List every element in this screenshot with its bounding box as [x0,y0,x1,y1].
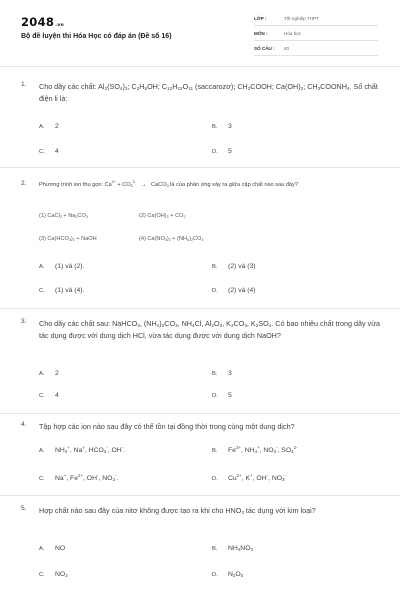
question-text: Cho dãy các chất sau: NaHCO$_3$, $(NH_4)_2CO_3$, $NH_4Cl$, $Al_2O_3$, $K_2CO_3$, $K_2SO_4$. Có bao nhiêu chất trong dãy vừa tác dụng được với dung dịch HCl, vừa tác dụng được với dung dịch NaOH? [39,319,380,340]
option-c[interactable]: C. (1) và (4). [39,287,85,294]
option-a[interactable]: A. (1) và (2). [39,263,85,270]
question-text: Cho dãy các chất: $Al_2(SO_4)_3$; $C_2H_5OH$; $C_{12}H_{22}O_{11}$ (saccarozơ); $CH_3COOH$; $Ca(OH)_2$; $CH_3COONH_4$. Số chất điện li là: [39,82,378,103]
meta-count-value: 40 [284,46,290,51]
sub-option-1: (1) CaCl$_2$ + $Na_2CO_3$ [39,213,88,219]
question-divider [0,308,400,309]
question-divider [0,495,400,496]
question-number: 2. [21,180,27,187]
option-d[interactable]: D. 5 [212,148,232,155]
question-text: Hợp chất nào sau đây của nitơ không được tạo ra khi cho $HNO_3$ tác dụng với kim loại? [39,506,316,515]
question-text: Tập hợp các ion nào sau đây có thể tồn tại đồng thời trong cùng một dung dịch? [39,422,295,431]
page-header [0,0,400,66]
option-c[interactable]: C. 4 [39,392,59,399]
question-number: 5. [21,505,27,512]
meta-class-value: Tốt nghiệp THPT [284,16,319,21]
question-number: 1. [21,81,27,88]
site-logo[interactable] [21,15,64,29]
meta-count-label: SỐ CÂU : [254,46,275,51]
header-divider [0,66,400,67]
option-d[interactable]: D. $Cu^{2+}$, K+, OH-, $NO_3^-$ [212,473,286,482]
option-b[interactable]: B. 3 [212,370,232,377]
option-d[interactable]: D. (2) và (4) [212,287,256,294]
option-a[interactable]: A. NO [39,545,66,552]
option-a[interactable]: A. 2 [39,370,59,377]
meta-subject-row [254,29,378,41]
meta-subject-label: MÔN : [254,31,268,36]
meta-subject-value: Hóa học [284,31,302,36]
question-divider [0,167,400,168]
option-c[interactable]: C. Na+, $Fe^{2+}$, OH-, $NO_3^-$. [39,473,119,482]
option-c[interactable]: C. 4 [39,148,59,155]
meta-class-label: LỚP : [254,16,267,21]
option-a[interactable]: A. 2 [39,123,59,130]
logo-suffix: .vn [55,23,64,28]
option-a[interactable]: A. $NH_4^+$, Na+, $HCO_3^-$, OH-. [39,445,126,454]
option-d[interactable]: D. $N_2O_5$ [212,571,244,578]
question-number: 3. [21,318,27,325]
sub-option-4: (4) $Ca(NO_3)_2 + (NH_4)_2CO_3$ [139,236,204,242]
sub-option-2: (2) $Ca(OH)_2 + CO_2$ [139,213,186,219]
question-text: Phương trình ion thu gọn: $Ca^{2+} + CO_3^{2-}$ → CaCO$_3$ là của phản ứng xảy ra giữa cặp chất nào sau đây? [39,180,298,188]
option-c[interactable]: C. $NO_2$ [39,571,68,578]
option-b[interactable]: B. (2) và (3) [212,263,256,270]
option-b[interactable]: B. 3 [212,123,232,130]
meta-class-row [254,14,378,26]
question-divider [0,413,400,414]
option-b[interactable]: B. $NH_4NO_3$ [212,545,253,552]
option-b[interactable]: B. $Fe^{2+}$, $NH_4^+$, $NO_3^-$, $SO_4^{2-}$ [212,445,298,454]
option-d[interactable]: D. 5 [212,392,232,399]
sub-option-3: (3) $Ca(HCO_3)_2$ + NaOH [39,236,97,242]
meta-count-row [254,44,378,56]
question-number: 4. [21,421,27,428]
document-title: Bộ đề luyện thi Hóa Học có đáp án (Đề số 16) [21,33,172,40]
logo-text: 2048 [21,15,55,29]
